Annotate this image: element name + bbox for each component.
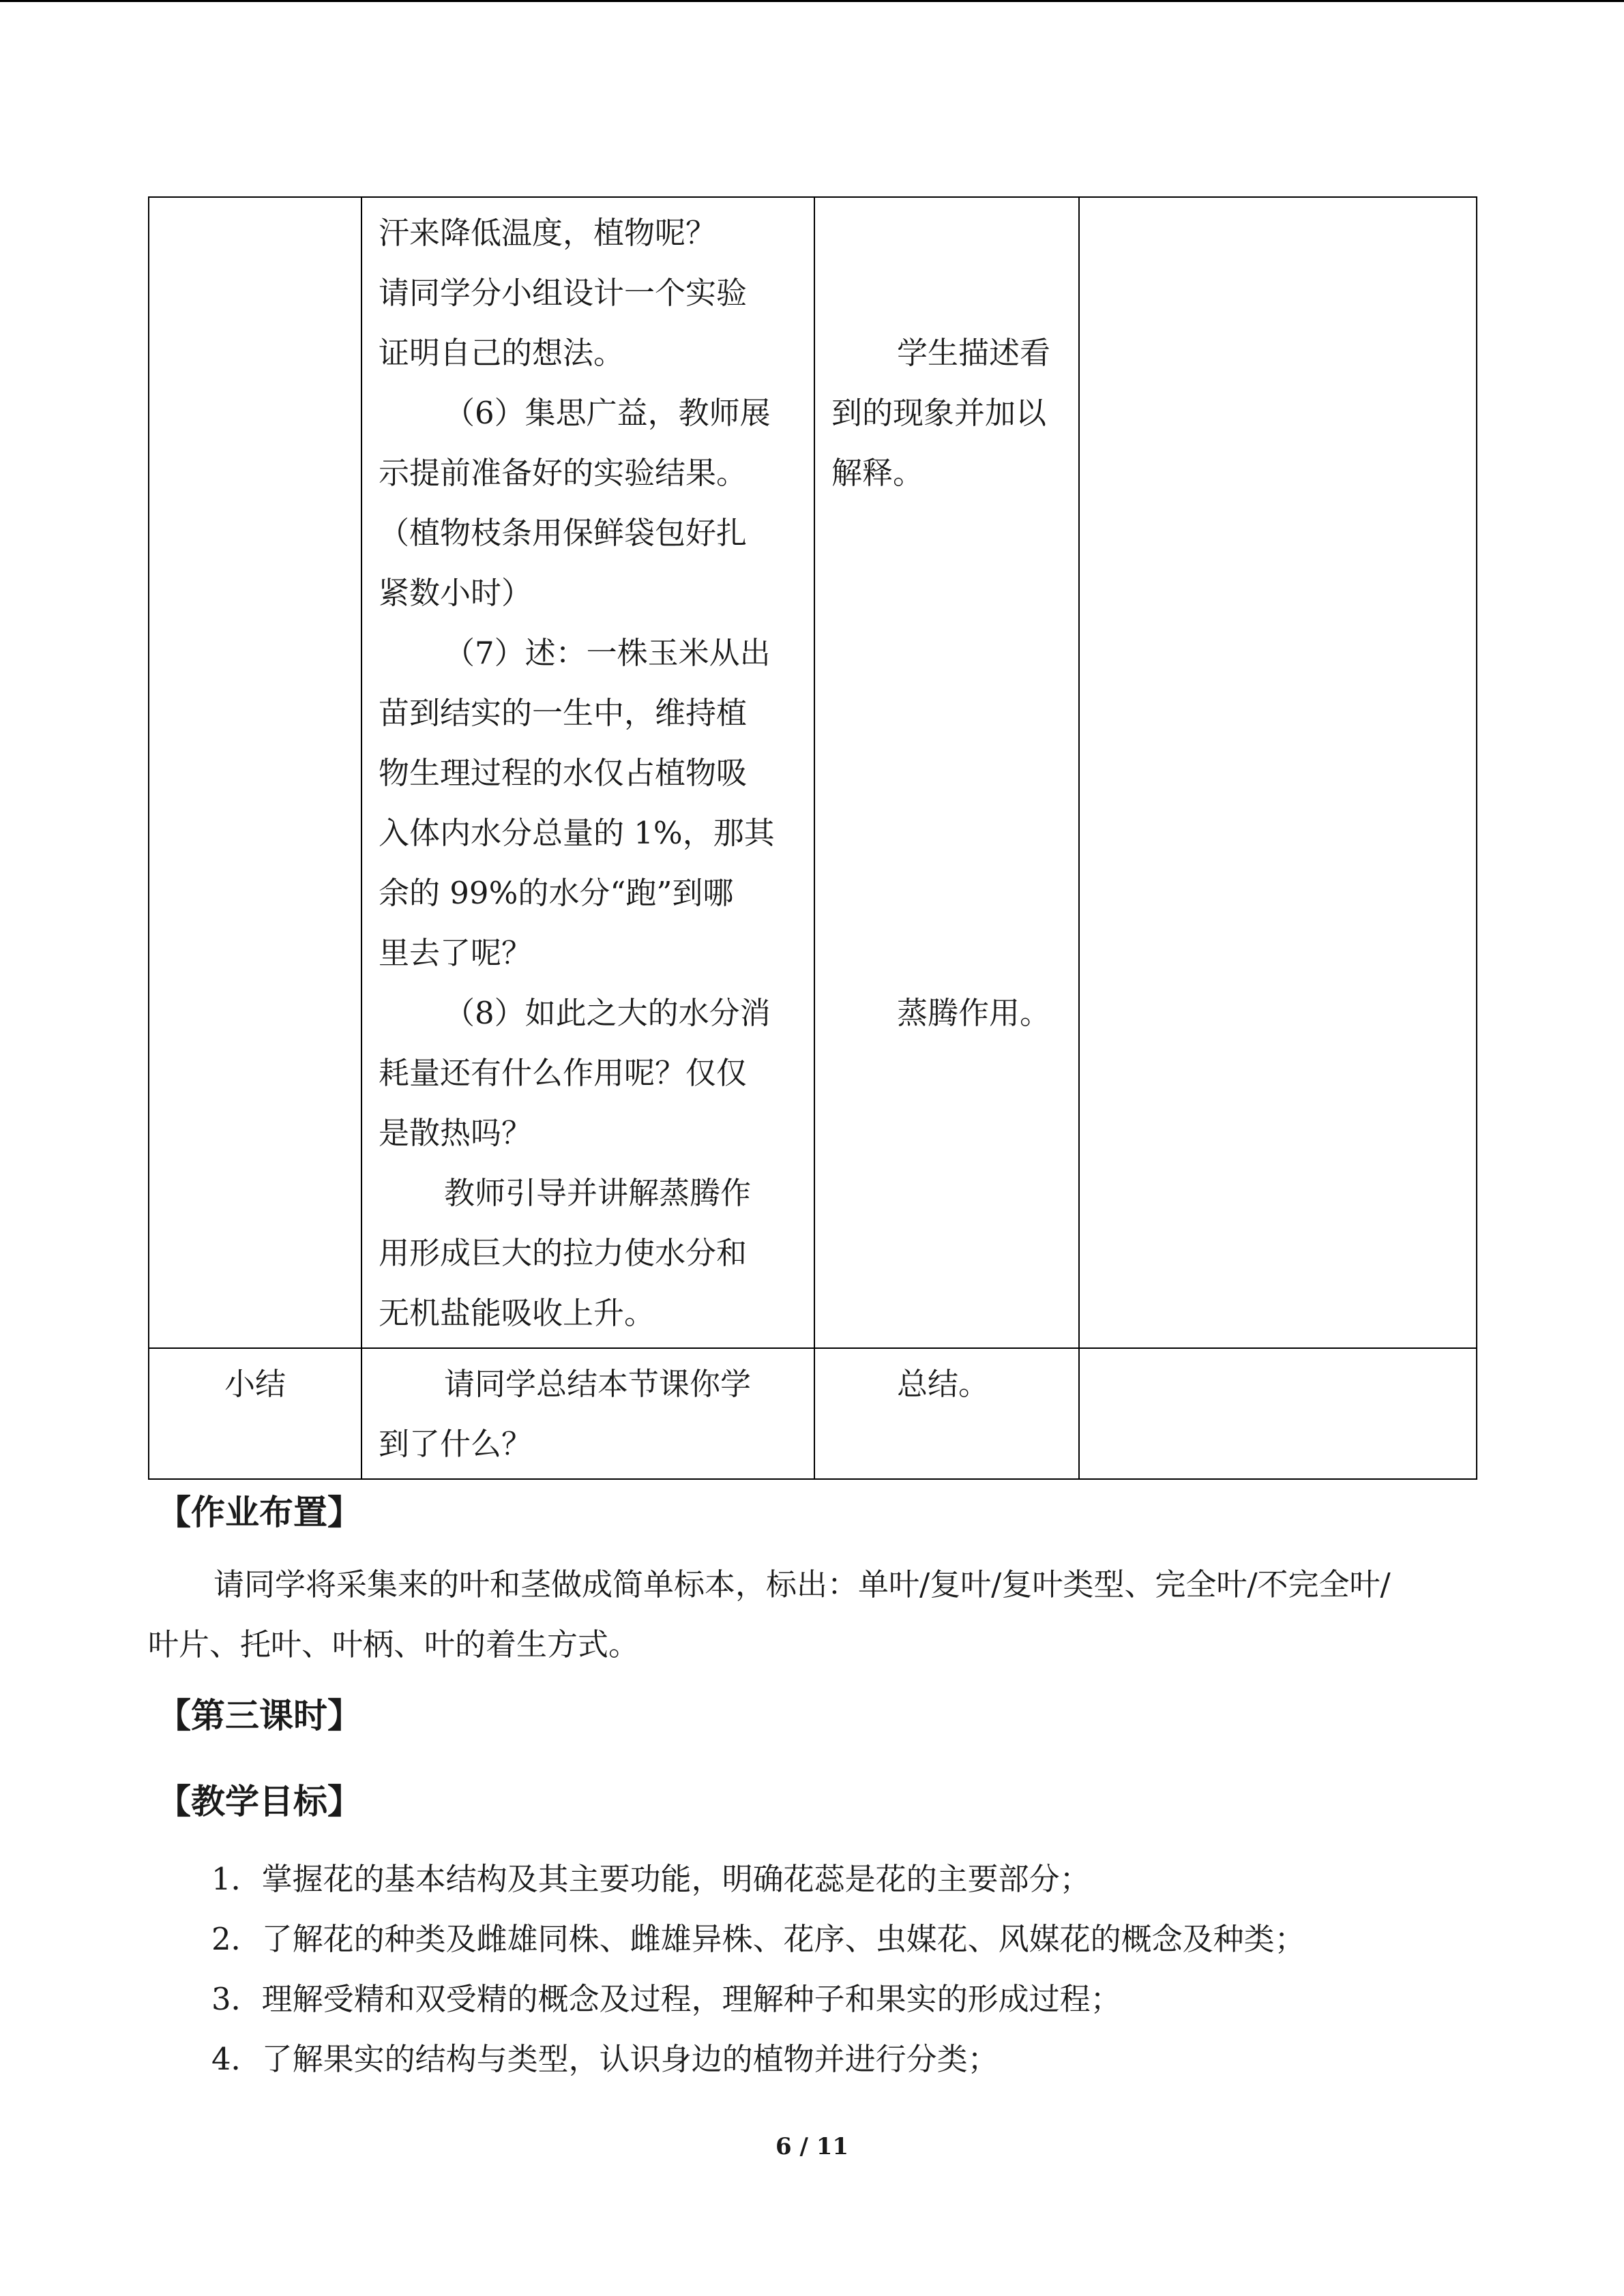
text-line: 请同学分小组设计一个实验: [379, 275, 748, 311]
text-line: 紧数小时）: [379, 575, 533, 611]
text-line: 请同学总结本节课你学: [444, 1366, 752, 1402]
text-line: 耗量还有什么作用呢？仅仅: [379, 1055, 748, 1091]
text-line: 入体内水分总量的 1%，那其: [379, 815, 775, 851]
text-line: 示提前准备好的实验结果。: [379, 455, 748, 491]
cell-notes: [1079, 197, 1477, 1348]
goal-item: 1．掌握花的基本结构及其主要功能，明确花蕊是花的主要部分；: [211, 1861, 1091, 1897]
text-line: 无机盐能吸收上升。: [379, 1295, 655, 1331]
homework-heading: 【作业布置】: [157, 1493, 361, 1532]
cell-student-activity: [814, 197, 1079, 1348]
lesson3-heading: 【第三课时】: [157, 1696, 361, 1735]
cell-notes: [1079, 1348, 1477, 1479]
text-line: 总结。: [897, 1366, 990, 1402]
page-number: 6 / 11: [775, 2133, 849, 2160]
goal-item: 4．了解果实的结构与类型，认识身边的植物并进行分类；: [211, 2041, 999, 2077]
text-line: 汗来降低温度，植物呢？: [379, 215, 717, 251]
cell-teacher-activity: [361, 1348, 814, 1479]
goal-item: 3．理解受精和双受精的概念及过程，理解种子和果实的形成过程；: [211, 1981, 1121, 2017]
text-line: 用形成巨大的拉力使水分和: [379, 1235, 748, 1271]
text-line: 余的 99%的水分“跑”到哪: [379, 875, 734, 911]
page-top-border: [0, 0, 1624, 2]
text-line: 苗到结实的一生中，维持植: [379, 695, 748, 731]
text-line: 教师引导并讲解蒸腾作: [444, 1175, 752, 1211]
cell-student-activity: [814, 1348, 1079, 1479]
text-line: 学生描述看: [897, 335, 1051, 371]
text-line: 到的现象并加以: [831, 395, 1047, 431]
stage-label: 小结: [224, 1366, 286, 1402]
cell-stage: [149, 197, 361, 1348]
table-row: [149, 197, 1477, 1348]
homework-text: 请同学将采集来的叶和茎做成简单标本，标出：单叶/复叶/复叶类型、完全叶/不完全叶/: [213, 1566, 1391, 1602]
lesson-table: [148, 196, 1477, 1480]
homework-text: 叶片、托叶、叶柄、叶的着生方式。: [148, 1626, 640, 1663]
goal-item: 2．了解花的种类及雌雄同株、雌雄异株、花序、虫媒花、风媒花的概念及种类；: [211, 1921, 1305, 1957]
text-line: （6）集思广益，教师展: [444, 395, 771, 431]
text-line: （植物枝条用保鲜袋包好扎: [379, 515, 748, 551]
text-line: 蒸腾作用。: [897, 995, 1051, 1031]
text-line: 是散热吗？: [379, 1115, 533, 1151]
cell-stage: [149, 1348, 361, 1479]
text-line: 物生理过程的水仅占植物吸: [379, 755, 748, 791]
text-line: 解释。: [831, 455, 924, 491]
text-line: 到了什么？: [379, 1426, 533, 1462]
table-row: [149, 1348, 1477, 1479]
text-line: 里去了呢？: [379, 935, 533, 971]
goals-heading: 【教学目标】: [157, 1782, 361, 1821]
text-line: （8）如此之大的水分消: [444, 995, 771, 1031]
cell-teacher-activity: [361, 197, 814, 1348]
text-line: 证明自己的想法。: [379, 335, 625, 371]
text-line: （7）述：一株玉米从出: [444, 635, 771, 671]
